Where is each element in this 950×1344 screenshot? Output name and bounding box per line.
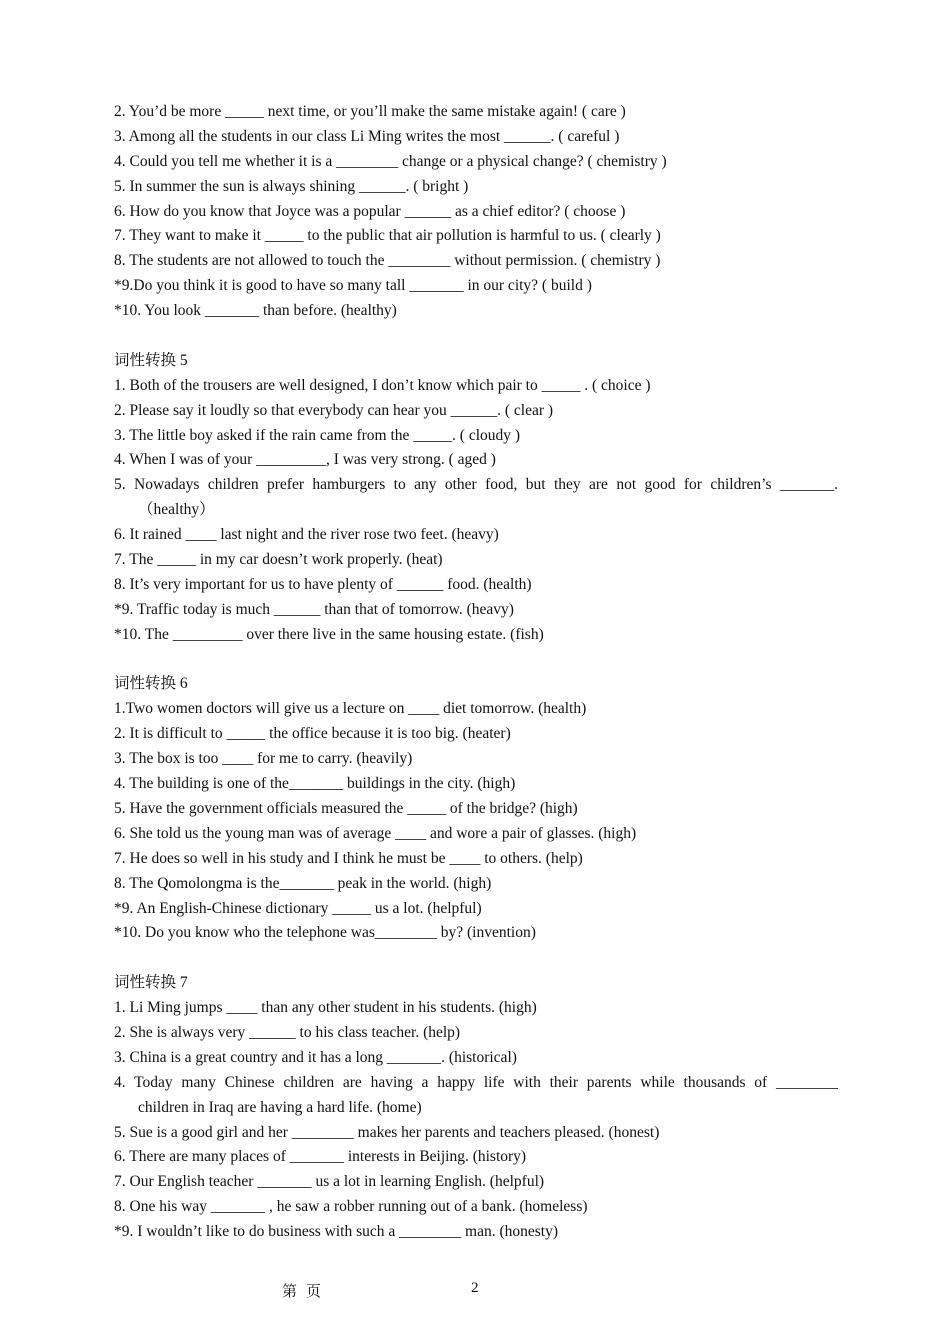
exercise-item: *10. The _________ over there live in the same housing estate. (fish) <box>114 625 544 643</box>
exercise-item: 3. China is a great country and it has a long _______. (historical) <box>114 1048 517 1066</box>
footer-page-label-suffix: 页 <box>306 1284 322 1300</box>
exercise-item: 6. It rained ____ last night and the river rose two feet. (heavy) <box>114 526 499 544</box>
exercise-item: 7. He does so well in his study and I think he must be ____ to others. (help) <box>114 849 583 867</box>
exercise-item: 5. In summer the sun is always shining ______. ( bright ) <box>114 177 469 195</box>
exercise-content <box>114 100 838 1245</box>
exercise-item: *10. You look _______ than before. (healthy) <box>114 302 397 320</box>
exercise-item: 2. She is always very ______ to his class teacher. (help) <box>114 1023 461 1041</box>
exercise-item: 7. They want to make it _____ to the public that air pollution is harmful to us. ( clearly ) <box>114 227 661 245</box>
section-5-title: 词性转换 5 <box>114 351 188 369</box>
exercise-item: *9. An English-Chinese dictionary _____ us a lot. (helpful) <box>114 899 482 917</box>
section-7-title: 词性转换 7 <box>114 974 188 992</box>
exercise-item: 7. The _____ in my car doesn’t work properly. (heat) <box>114 551 443 569</box>
exercise-item: 5. Nowadays children prefer hamburgers to any other food, but they are not good for children’s _______. <box>114 476 838 494</box>
exercise-item: 3. Among all the students in our class Li Ming writes the most ______. ( careful ) <box>114 127 620 145</box>
exercise-item: 8. The Qomolongma is the_______ peak in the world. (high) <box>114 874 492 892</box>
exercise-item: 8. One his way _______ , he saw a robber running out of a bank. (homeless) <box>114 1198 588 1216</box>
exercise-item: 1. Both of the trousers are well designed, I don’t know which pair to _____ . ( choice ) <box>114 376 651 394</box>
exercise-item: *9. Traffic today is much ______ than that of tomorrow. (heavy) <box>114 600 514 618</box>
section-6-title: 词性转换 6 <box>114 675 188 693</box>
exercise-item: 7. Our English teacher _______ us a lot in learning English. (helpful) <box>114 1173 545 1191</box>
exercise-item: 3. The box is too ____ for me to carry. (heavily) <box>114 750 413 768</box>
spacer <box>114 324 838 349</box>
exercise-item: *10. Do you know who the telephone was________ by? (invention) <box>114 924 536 942</box>
exercise-item: 6. How do you know that Joyce was a popular ______ as a chief editor? ( choose ) <box>114 202 626 220</box>
exercise-item: 8. The students are not allowed to touch the ________ without permission. ( chemistry ) <box>114 252 661 270</box>
exercise-item: 6. She told us the young man was of average ____ and wore a pair of glasses. (high) <box>114 824 637 842</box>
exercise-item: 8. It’s very important for us to have plenty of ______ food. (health) <box>114 575 532 593</box>
exercise-item: 2. You’d be more _____ next time, or you’ll make the same mistake again! ( care ) <box>114 103 626 120</box>
exercise-item: 4. When I was of your _________, I was very strong. ( aged ) <box>114 451 496 469</box>
exercise-item: 1. Li Ming jumps ____ than any other student in his students. (high) <box>114 999 537 1017</box>
footer-page-label: 第 <box>282 1284 298 1300</box>
exercise-item: 4. The building is one of the_______ buildings in the city. (high) <box>114 775 516 793</box>
exercise-item: 4. Could you tell me whether it is a ________ change or a physical change? ( chemistry ) <box>114 152 667 170</box>
exercise-item-continuation: （healthy） <box>138 501 215 519</box>
exercise-item: *9.Do you think it is good to have so many tall _______ in our city? ( build ) <box>114 277 592 295</box>
exercise-item: 3. The little boy asked if the rain came from the _____. ( cloudy ) <box>114 426 521 444</box>
exercise-item: 6. There are many places of _______ interests in Beijing. (history) <box>114 1148 527 1166</box>
exercise-item: 5. Have the government officials measured the _____ of the bridge? (high) <box>114 799 578 817</box>
exercise-item: 5. Sue is a good girl and her ________ makes her parents and teachers pleased. (honest) <box>114 1123 660 1141</box>
page-footer <box>0 1280 950 1302</box>
spacer <box>114 946 838 971</box>
footer-page-number: 2 <box>471 1280 479 1296</box>
exercise-item: 2. It is difficult to _____ the office because it is too big. (heater) <box>114 725 511 743</box>
exercise-item: *9. I wouldn’t like to do business with such a ________ man. (honesty) <box>114 1223 559 1241</box>
exercise-item: 4. Today many Chinese children are having a happy life with their parents while thousands of ________ <box>114 1073 838 1091</box>
spacer <box>114 648 838 673</box>
exercise-item-continuation: children in Iraq are having a hard life. (home) <box>138 1098 422 1116</box>
exercise-item: 2. Please say it loudly so that everybody can hear you ______. ( clear ) <box>114 401 554 419</box>
exercise-item: 1.Two women doctors will give us a lecture on ____ diet tomorrow. (health) <box>114 700 587 718</box>
